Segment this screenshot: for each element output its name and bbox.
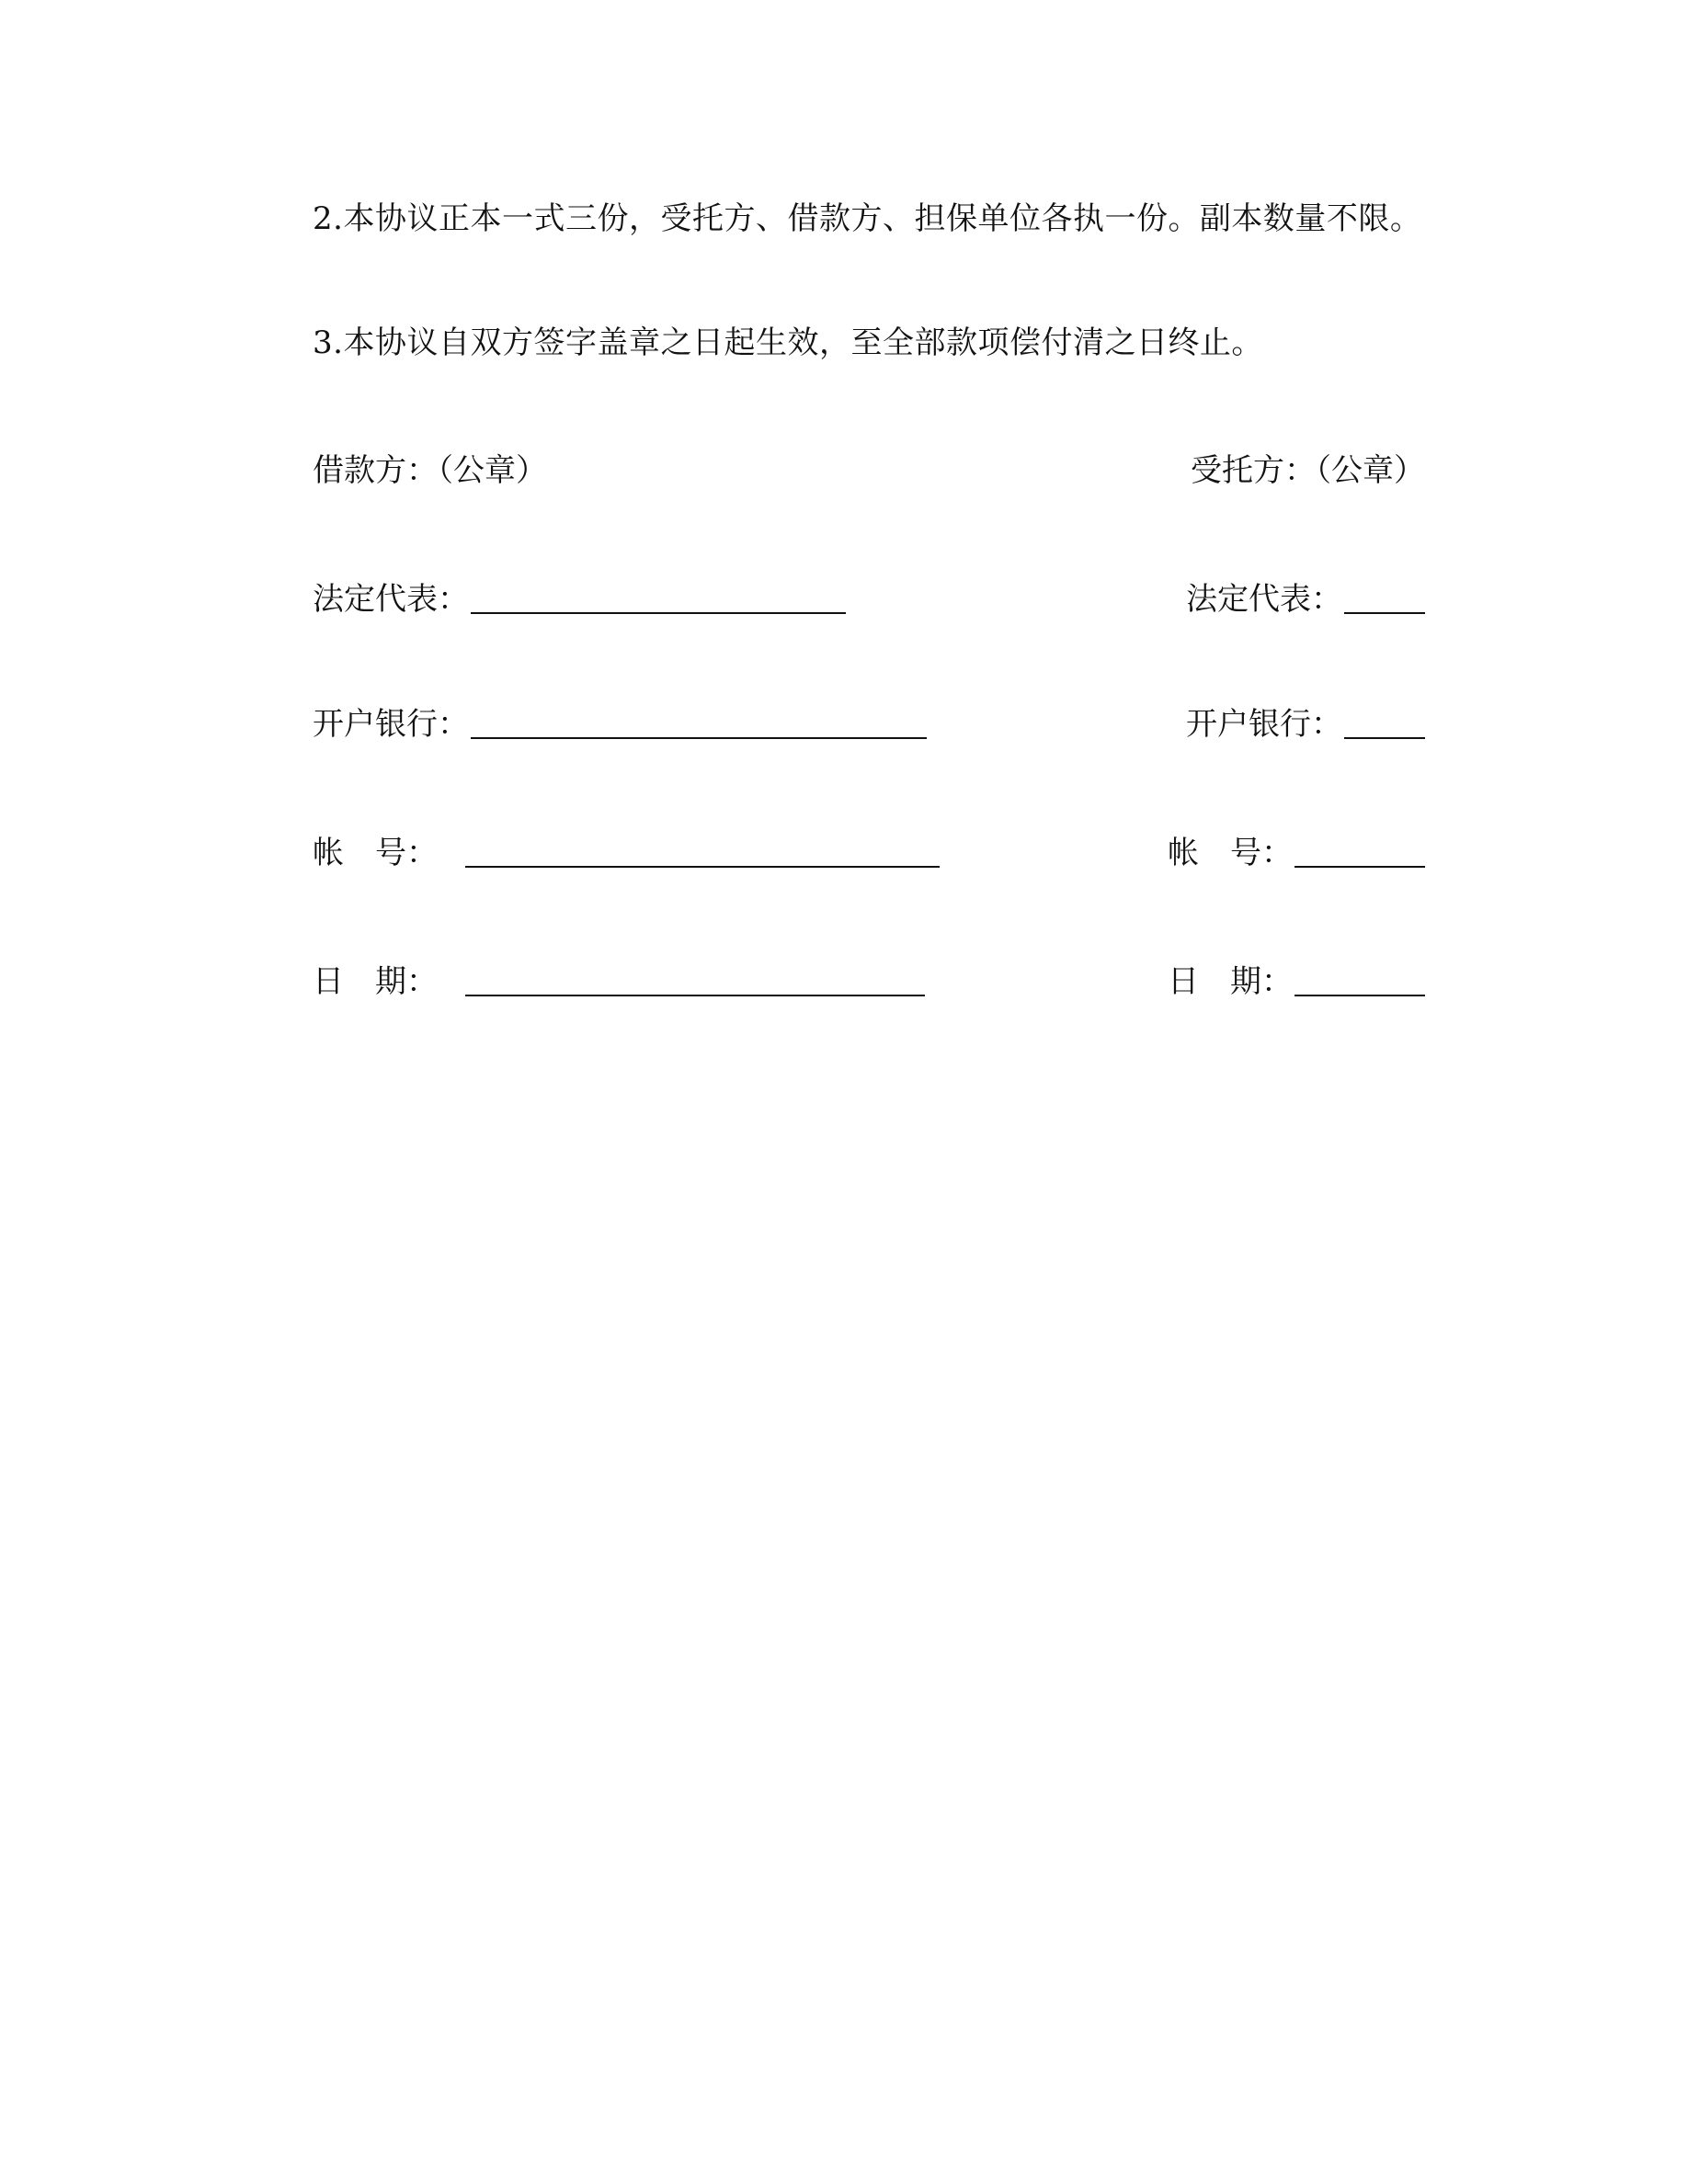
signature-row-representative [313, 579, 1425, 625]
trustee-account-label: 帐 号： [1168, 835, 1293, 871]
borrower-party [313, 450, 547, 491]
trustee-representative-label: 法定代表： [1186, 581, 1342, 618]
signature-row-party [313, 450, 1425, 496]
signature-row-account [313, 833, 1425, 879]
trustee-account [1168, 833, 1425, 873]
borrower-date [313, 961, 925, 1002]
borrower-date-label: 日 期： [313, 963, 438, 1000]
trustee-date-label: 日 期： [1168, 963, 1293, 1000]
trustee-bank [1186, 704, 1425, 745]
trustee-bank-blank[interactable] [1344, 706, 1425, 739]
borrower-bank [313, 704, 927, 745]
borrower-party-label: 借款方：（公章） [313, 452, 547, 489]
trustee-representative-blank[interactable] [1344, 581, 1425, 614]
borrower-representative-blank[interactable] [471, 581, 846, 614]
trustee-bank-label: 开户银行： [1186, 706, 1342, 743]
trustee-representative [1186, 579, 1425, 620]
borrower-account-label: 帐 号： [313, 835, 438, 871]
trustee-account-blank[interactable] [1295, 835, 1425, 868]
borrower-bank-label: 开户银行： [313, 706, 469, 743]
borrower-date-blank[interactable] [465, 963, 925, 996]
borrower-account-blank[interactable] [465, 835, 940, 868]
trustee-party-label: 受托方：（公章） [1191, 452, 1425, 489]
borrower-representative [313, 579, 846, 620]
trustee-party [1191, 450, 1425, 491]
borrower-representative-label: 法定代表： [313, 581, 469, 618]
signature-row-bank [313, 704, 1425, 750]
borrower-bank-blank[interactable] [471, 706, 927, 739]
signature-row-date [313, 961, 1425, 1007]
clause-2: 2.本协议正本一式三份，受托方、借款方、担保单位各执一份。副本数量不限。 [313, 200, 1422, 237]
borrower-account [313, 833, 940, 873]
trustee-date [1168, 961, 1425, 1002]
trustee-date-blank[interactable] [1295, 963, 1425, 996]
clause-3: 3.本协议自双方签字盖章之日起生效，至全部款项偿付清之日终止。 [313, 324, 1263, 361]
